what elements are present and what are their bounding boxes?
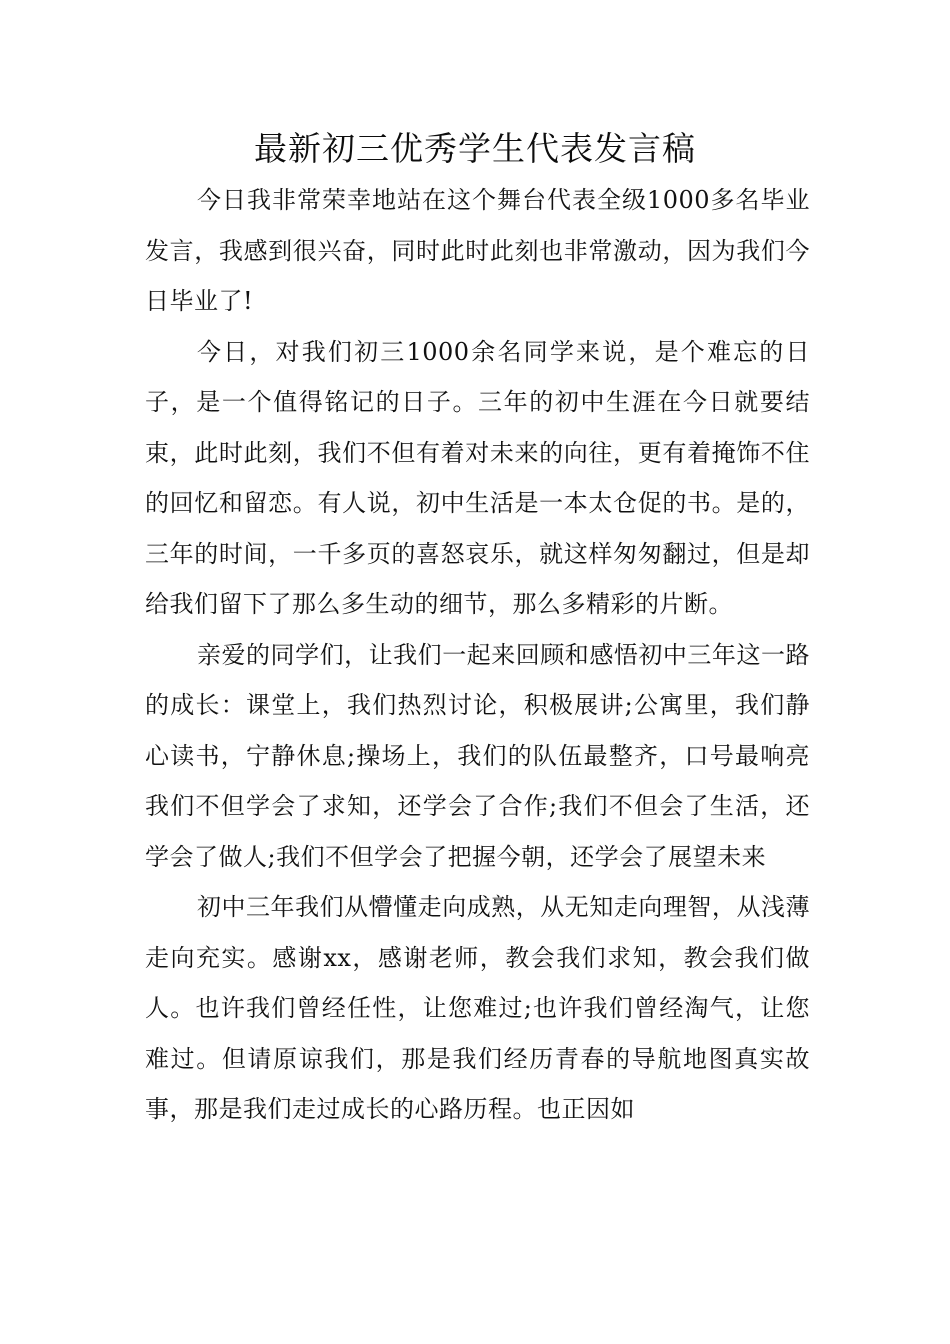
document-title: 最新初三优秀学生代表发言稿	[254, 129, 696, 168]
paragraph-1: 今日我非常荣幸地站在这个舞台代表全级1000多名毕业发言，我感到很兴奋，同时此时此刻也非常激动，因为我们今日毕业了!	[145, 186, 810, 315]
paragraph-4: 初中三年我们从懵懂走向成熟，从无知走向理智，从浅薄走向充实。感谢xx，感谢老师，教会我们求知，教会我们做人。也许我们曾经任性，让您难过;也许我们曾经淘气，让您难过。但请原谅我们，那是我们经历青春的导航地图真实故事，那是我们走过成长的心路历程。也正因如	[145, 893, 810, 1123]
paragraph-2: 今日，对我们初三1000余名同学来说，是个难忘的日子，是一个值得铭记的日子。三年的初中生涯在今日就要结束，此时此刻，我们不但有着对未来的向往，更有着掩饰不住的回忆和留恋。有人说，初中生活是一本太仓促的书。是的，三年的时间，一千多页的喜怒哀乐，就这样匆匆翻过，但是却给我们留下了那么多生动的细节，那么多精彩的片断。	[145, 337, 810, 618]
document-body	[145, 175, 810, 1135]
paragraph-3: 亲爱的同学们，让我们一起来回顾和感悟初中三年这一路的成长：课堂上，我们热烈讨论，积极展讲;公寓里，我们静心读书，宁静休息;操场上，我们的队伍最整齐，口号最响亮我们不但学会了求知，还学会了合作;我们不但会了生活，还学会了做人;我们不但学会了把握今朝，还学会了展望未来	[145, 640, 810, 871]
